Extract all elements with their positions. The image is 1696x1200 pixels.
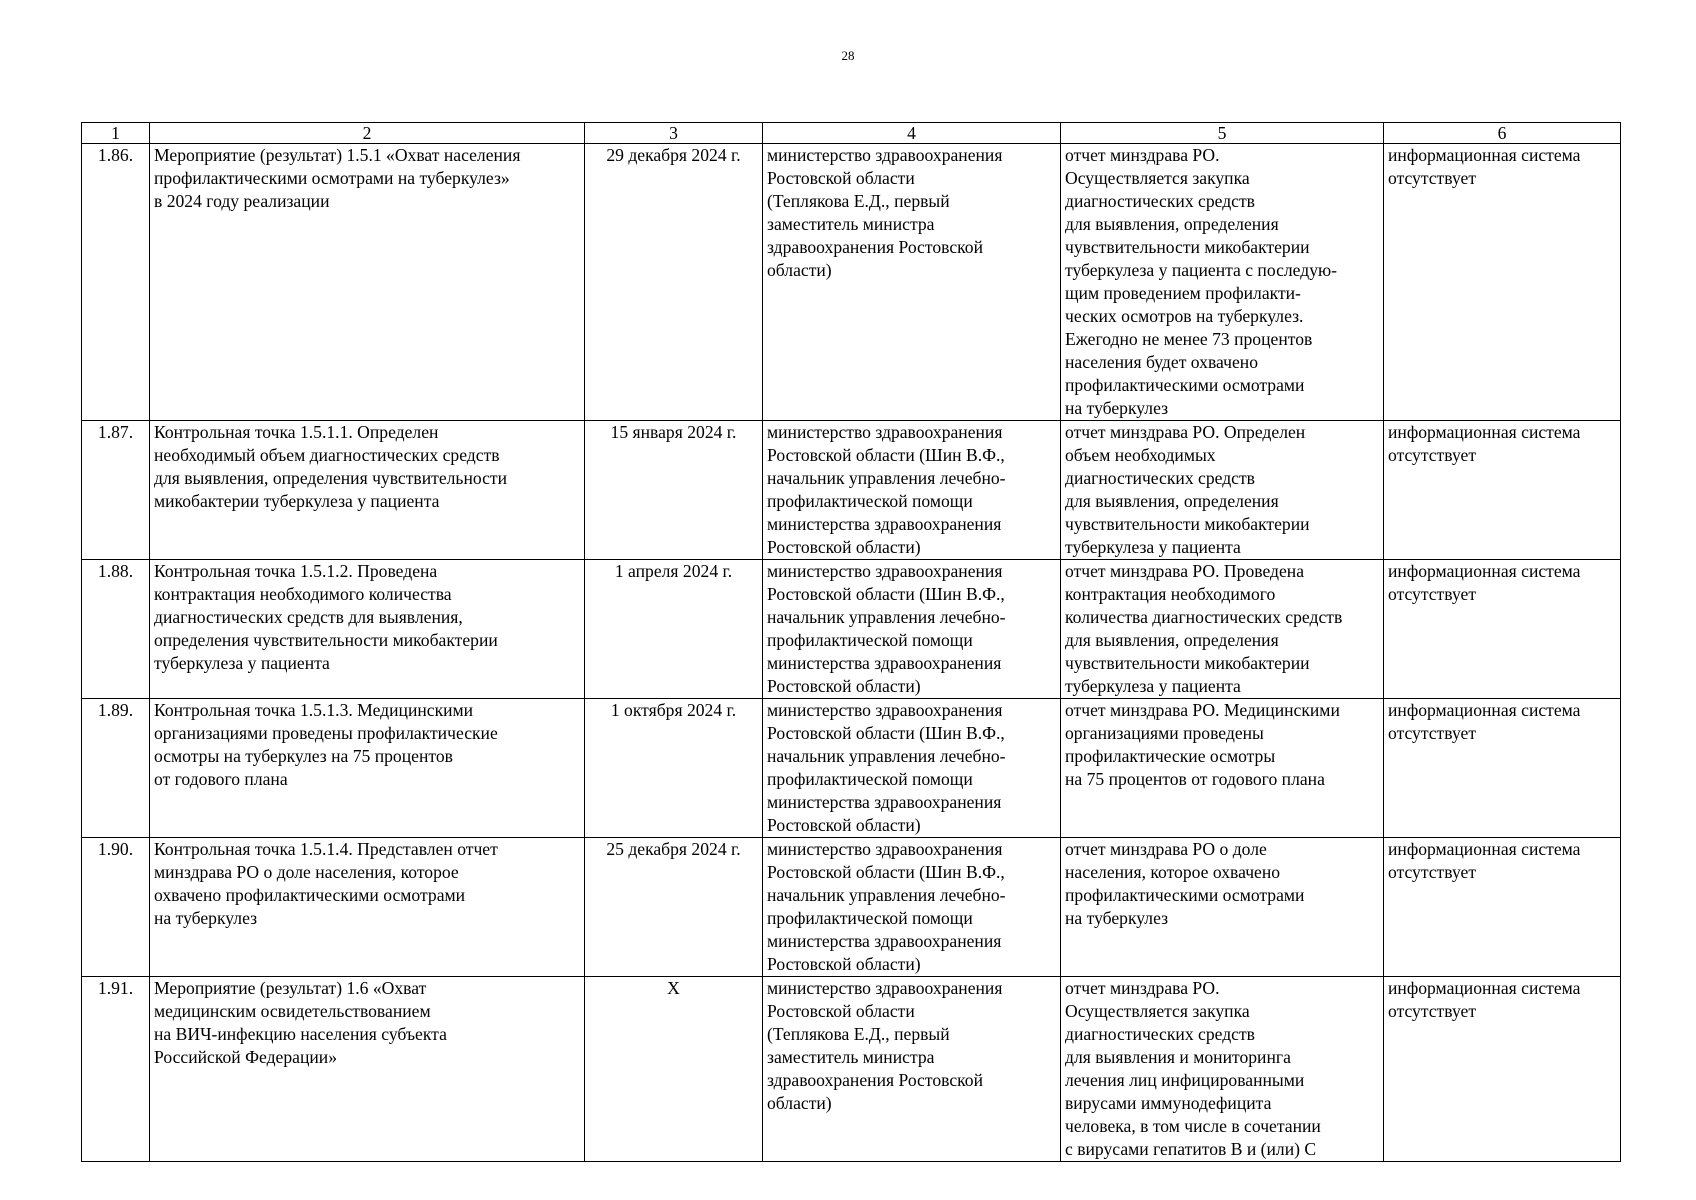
event-cell: Контрольная точка 1.5.1.2. Проведена контрактация необходимого количества диагностических средств для выявления, определения чувствительности микобактерии туберкулеза у пациента (150, 560, 585, 699)
system-cell: информационная система отсутствует (1384, 421, 1621, 560)
system-cell: информационная система отсутствует (1384, 838, 1621, 977)
responsible-cell: министерство здравоохранения Ростовской области (Шин В.Ф., начальник управления лечебно- профилактической помощи министерства здравоохранения Ростовской области) (763, 560, 1061, 699)
document-cell: отчет минздрава РО. Осуществляется закупка диагностических средств для выявления и мониторинга лечения лиц инфицированными вирусами иммунодефицита человека, в том числе в сочетании с вирусами гепатитов В и (или) С (1061, 977, 1384, 1162)
page-number: 28 (841, 48, 855, 63)
row-number: 1.89. (82, 699, 150, 838)
responsible-cell: министерство здравоохранения Ростовской области (Теплякова Е.Д., первый заместитель министра здравоохранения Ростовской области) (763, 977, 1061, 1162)
responsible-cell: министерство здравоохранения Ростовской области (Шин В.Ф., начальник управления лечебно- профилактической помощи министерства здравоохранения Ростовской области) (763, 421, 1061, 560)
date-cell: 1 апреля 2024 г. (585, 560, 763, 699)
document-cell: отчет минздрава РО. Осуществляется закупка диагностических средств для выявления, определения чувствительности микобактерии туберкулеза у пациента с последую- щим проведением профилакти- ческих осмотров на туберкулез. Ежегодно не менее 73 процентов населения будет охвачено профилактическими осмотрами на туберкулез (1061, 144, 1384, 421)
responsible-cell: министерство здравоохранения Ростовской области (Шин В.Ф., начальник управления лечебно- профилактической помощи министерства здравоохранения Ростовской области) (763, 699, 1061, 838)
table-row (82, 977, 1621, 1162)
date-cell: 1 октября 2024 г. (585, 699, 763, 838)
event-cell: Мероприятие (результат) 1.6 «Охват медицинским освидетельствованием на ВИЧ-инфекцию населения субъекта Российской Федерации» (150, 977, 585, 1162)
system-cell: информационная система отсутствует (1384, 977, 1621, 1162)
row-number: 1.90. (82, 838, 150, 977)
table-row (82, 144, 1621, 421)
event-cell: Мероприятие (результат) 1.5.1 «Охват населения профилактическими осмотрами на туберкулез» в 2024 году реализации (150, 144, 585, 421)
event-cell: Контрольная точка 1.5.1.3. Медицинскими организациями проведены профилактические осмотры на туберкулез на 75 процентов от годового плана (150, 699, 585, 838)
date-cell: 29 декабря 2024 г. (585, 144, 763, 421)
column-header-2: 2 (150, 123, 585, 144)
table-row (82, 838, 1621, 977)
column-header-6: 6 (1384, 123, 1621, 144)
system-cell: информационная система отсутствует (1384, 144, 1621, 421)
row-number: 1.88. (82, 560, 150, 699)
table-row (82, 560, 1621, 699)
date-cell: X (585, 977, 763, 1162)
date-cell: 15 января 2024 г. (585, 421, 763, 560)
event-cell: Контрольная точка 1.5.1.4. Представлен отчет минздрава РО о доле населения, которое охвачено профилактическими осмотрами на туберкулез (150, 838, 585, 977)
document-cell: отчет минздрава РО. Определен объем необходимых диагностических средств для выявления, определения чувствительности микобактерии туберкулеза у пациента (1061, 421, 1384, 560)
row-number: 1.91. (82, 977, 150, 1162)
system-cell: информационная система отсутствует (1384, 560, 1621, 699)
plan-table (81, 122, 1621, 1162)
table-row (82, 421, 1621, 560)
document-cell: отчет минздрава РО. Медицинскими организациями проведены профилактические осмотры на 75 процентов от годового плана (1061, 699, 1384, 838)
column-header-4: 4 (763, 123, 1061, 144)
responsible-cell: министерство здравоохранения Ростовской области (Шин В.Ф., начальник управления лечебно- профилактической помощи министерства здравоохранения Ростовской области) (763, 838, 1061, 977)
date-cell: 25 декабря 2024 г. (585, 838, 763, 977)
column-header-1: 1 (82, 123, 150, 144)
document-cell: отчет минздрава РО. Проведена контрактация необходимого количества диагностических средств для выявления, определения чувствительности микобактерии туберкулеза у пациента (1061, 560, 1384, 699)
system-cell: информационная система отсутствует (1384, 699, 1621, 838)
column-header-3: 3 (585, 123, 763, 144)
row-number: 1.86. (82, 144, 150, 421)
table-row (82, 699, 1621, 838)
event-cell: Контрольная точка 1.5.1.1. Определен необходимый объем диагностических средств для выявления, определения чувствительности микобактерии туберкулеза у пациента (150, 421, 585, 560)
table-header-row (82, 123, 1621, 144)
row-number: 1.87. (82, 421, 150, 560)
column-header-5: 5 (1061, 123, 1384, 144)
document-cell: отчет минздрава РО о доле населения, которое охвачено профилактическими осмотрами на туберкулез (1061, 838, 1384, 977)
responsible-cell: министерство здравоохранения Ростовской области (Теплякова Е.Д., первый заместитель министра здравоохранения Ростовской области) (763, 144, 1061, 421)
